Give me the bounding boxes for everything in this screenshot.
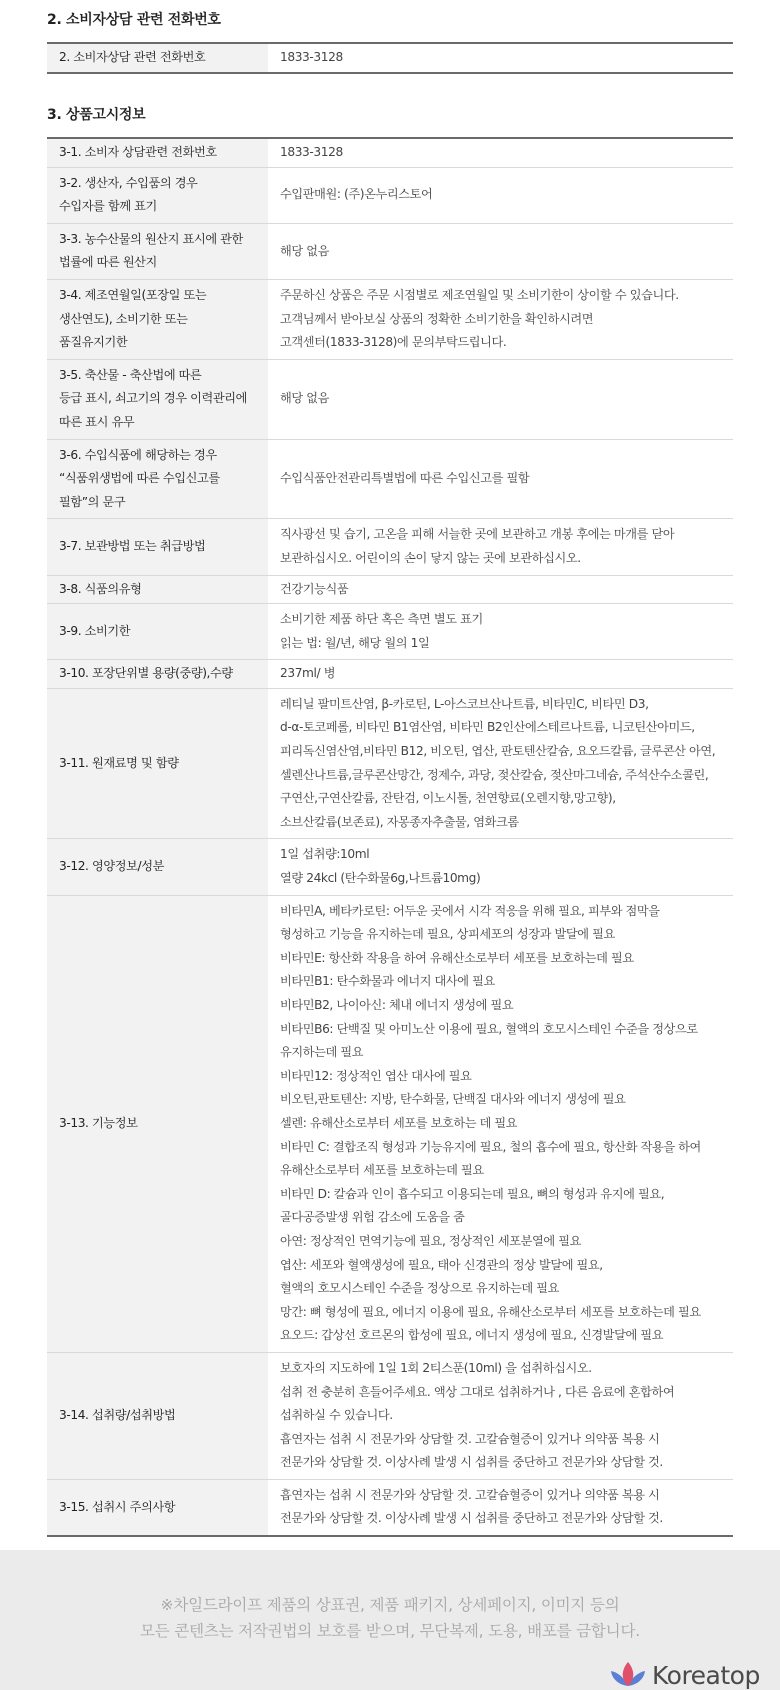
row-value-line: 흡연자는 섭취 시 전문가와 상담할 것. 고칼슘혈증이 있거나 의약품 복용 시: [280, 1487, 660, 1502]
row-value: [268, 223, 733, 279]
row-value-line: 섭취 전 충분히 흔들어주세요. 액상 그대로 섭취하거나 , 다른 음료에 혼합하여: [280, 1384, 675, 1399]
row-label-line: 3-15. 섭취시 주의사항: [59, 1499, 176, 1514]
row-value: [268, 279, 733, 359]
row-value-line: 비타민E: 항산화 작용을 하여 유해산소로부터 세포를 보호하는데 필요: [280, 950, 634, 965]
row-value: [268, 839, 733, 895]
row-label-line: 법률에 따른 원산지: [59, 255, 157, 270]
row-value-line: 비타민 C: 결합조직 형성과 기능유지에 필요, 철의 흡수에 필요, 항산화 작용을 하여: [280, 1139, 701, 1154]
row-value: [268, 688, 733, 839]
row-value-line: 수입판매원: (주)온누리스토어: [280, 187, 433, 202]
table-row: [47, 688, 733, 839]
row-value-line: 비타민 D: 칼슘과 인이 흡수되고 이용되는데 필요, 뼈의 형성과 유지에 필요,: [280, 1186, 665, 1201]
table-row: [47, 223, 733, 279]
row-label-line: 3-8. 식품의유형: [59, 581, 142, 596]
row-value-line: 섭취하실 수 있습니다.: [280, 1408, 393, 1423]
table-row: [47, 1352, 733, 1479]
table-row: [47, 519, 733, 575]
row-label: [47, 688, 268, 839]
row-value-line: 비타민12: 정상적인 엽산 대사에 필요: [280, 1068, 472, 1083]
row-value-line: 1833-3128: [280, 145, 343, 159]
row-value: [268, 1352, 733, 1479]
footer: [0, 1550, 780, 1690]
row-value-line: 비타민B2, 나이아신: 체내 에너지 생성에 필요: [280, 998, 514, 1012]
row-label-line: 3-12. 영양정보/성분: [59, 859, 164, 874]
row-label-line: 수입자를 함께 표기: [59, 199, 157, 214]
row-value-line: 셀렌: 유해산소로부터 세포를 보호하는 데 필요: [280, 1115, 518, 1130]
row-label: [47, 1352, 268, 1479]
table-row: [47, 279, 733, 359]
row-value-line: 건강기능식품: [280, 581, 349, 596]
row-value-line: 비타민A, 베타카로틴: 어두운 곳에서 시각 적응을 위해 필요, 피부와 점막을: [280, 903, 660, 918]
row-label-line: 3-13. 기능정보: [59, 1115, 138, 1130]
row-label: [47, 167, 268, 223]
row-value-line: 아연: 정상적인 면역기능에 필요, 정상적인 세포분열에 필요: [280, 1233, 581, 1248]
row-value-line: 고객님께서 받아보실 상품의 정확한 소비기한을 확인하시려면: [280, 311, 594, 326]
row-value-line: 비오틴,판토텐산: 지방, 탄수화물, 단백질 대사와 에너지 생성에 필요: [280, 1092, 626, 1107]
row-label: [47, 279, 268, 359]
copyright-line: ※차일드라이프 제품의 상표권, 제품 패키지, 상세페이지, 이미지 등의: [160, 1596, 620, 1614]
row-value-line: 고객센터(1833-3128)에 문의부탁드립니다.: [280, 335, 507, 350]
row-value-line: 혈액의 호모시스테인 수준을 정상으로 유지하는데 필요: [280, 1281, 559, 1296]
row-value-line: 비타민B1: 탄수화물과 에너지 대사에 필요: [280, 974, 495, 989]
row-value-line: 요오드: 갑상선 호르몬의 합성에 필요, 에너지 생성에 필요, 신경발달에 필요: [280, 1328, 664, 1343]
row-label-line: 3-2. 생산자, 수입품의 경우: [59, 175, 198, 190]
row-value-line: 수입식품안전관리특별법에 따른 수입신고를 필함: [280, 471, 530, 486]
row-label-line: 2. 소비자상담 관련 전화번호: [59, 50, 206, 64]
row-value-line: 보관하십시오. 어린이의 손이 닿지 않는 곳에 보관하십시오.: [280, 550, 581, 565]
table-row: [47, 439, 733, 519]
row-value-line: d-α-토코페롤, 비타민 B1염산염, 비타민 B2인산에스테르나트륨, 니코틴산아미드,: [280, 720, 695, 735]
row-value-line: 1일 섭취량:10ml: [280, 847, 370, 862]
row-label-line: 3-11. 원재료명 및 함량: [59, 755, 179, 770]
table-row: [47, 138, 733, 167]
row-value: [268, 1479, 733, 1536]
copyright-line: 모든 콘텐츠는 저작권법의 보호를 받으며, 무단복제, 도용, 배포를 금합니다.: [140, 1622, 640, 1640]
row-label-line: “식품위생법에 따른 수입신고를: [59, 471, 220, 486]
row-value-line: 직사광선 및 습기, 고온을 피해 서늘한 곳에 보관하고 개봉 후에는 마개를 닫아: [280, 527, 675, 542]
table-row: [47, 1479, 733, 1536]
row-label-line: 3-5. 축산물 - 축산법에 따른: [59, 367, 202, 382]
table-row: [47, 660, 733, 689]
brand-logo: [609, 1660, 760, 1690]
row-label-line: 품질유지기한: [59, 335, 128, 350]
row-label: [47, 138, 268, 167]
row-value: [268, 43, 733, 73]
row-value: [268, 519, 733, 575]
table-row: [47, 895, 733, 1352]
row-value-line: 소비기한 제품 하단 혹은 측면 별도 표기: [280, 612, 483, 627]
row-value-line: 1833-3128: [280, 50, 343, 64]
lotus-icon: [609, 1660, 647, 1690]
row-value-line: 해당 없음: [280, 243, 329, 258]
row-label-line: 3-7. 보관방법 또는 취급방법: [59, 539, 206, 554]
brand-name: Koreatop: [652, 1660, 760, 1690]
row-value-line: 망간: 뼈 형성에 필요, 에너지 이용에 필요, 유해산소로부터 세포를 보호하는데 필요: [280, 1304, 701, 1319]
row-label: [47, 359, 268, 439]
row-value: [268, 359, 733, 439]
row-value-line: 소브산칼륨(보존료), 자몽종자추출물, 염화크롬: [280, 814, 519, 829]
row-value-line: 형성하고 기능을 유지하는데 필요, 상피세포의 성장과 발달에 필요: [280, 927, 615, 942]
row-value-line: 비타민B6: 단백질 및 아미노산 이용에 필요, 혈액의 호모시스테인 수준을 정상으로: [280, 1021, 698, 1036]
table-row: [47, 359, 733, 439]
row-value-line: 보호자의 지도하에 1일 1회 2티스푼(10ml) 을 섭취하십시오.: [280, 1360, 592, 1375]
row-value-line: 셀렌산나트륨,글루콘산망간, 정제수, 과당, 젖산칼슘, 젖산마그네슘, 주석산수소콜린,: [280, 767, 709, 782]
row-label: [47, 839, 268, 895]
row-label: [47, 604, 268, 660]
row-value: [268, 660, 733, 689]
row-label: [47, 223, 268, 279]
row-label: [47, 575, 268, 604]
row-label: [47, 519, 268, 575]
row-label: [47, 1479, 268, 1536]
row-label-line: 3-3. 농수산물의 원산지 표시에 관한: [59, 231, 243, 246]
row-label-line: 3-14. 섭취량/섭취방법: [59, 1408, 176, 1423]
row-value-line: 주문하신 상품은 주문 시점별로 제조연월일 및 소비기한이 상이할 수 있습니다.: [280, 287, 679, 302]
row-value-line: 읽는 법: 월/년, 해당 월의 1일: [280, 635, 430, 650]
consumer-phone-table: [47, 42, 733, 74]
product-info-table: [47, 137, 733, 1537]
row-label-line: 3-10. 포장단위별 용량(중량),수량: [59, 666, 233, 681]
row-label: [47, 660, 268, 689]
row-value: [268, 167, 733, 223]
copyright-notice: [0, 1592, 780, 1644]
table-row: [47, 839, 733, 895]
row-value-line: 유지하는데 필요: [280, 1045, 364, 1060]
row-value-line: 유해산소로부터 세포를 보호하는데 필요: [280, 1163, 484, 1178]
row-value: [268, 895, 733, 1352]
row-value-line: 열량 24kcl (탄수화물6g,나트륨10mg): [280, 871, 481, 886]
table-row: [47, 167, 733, 223]
row-value-line: 흡연자는 섭취 시 전문가와 상담할 것. 고칼슘혈증이 있거나 의약품 복용 시: [280, 1431, 660, 1446]
row-value-line: 골다공증발생 위험 감소에 도움을 줌: [280, 1210, 465, 1225]
row-value-line: 해당 없음: [280, 391, 329, 406]
row-label: [47, 895, 268, 1352]
row-value-line: 엽산: 세포와 혈액생성에 필요, 태아 신경관의 정상 발달에 필요,: [280, 1257, 603, 1272]
section-title-consumer-phone: 2. 소비자상담 관련 전화번호: [47, 12, 221, 28]
row-value-line: 237ml/ 병: [280, 666, 336, 681]
row-label-line: 따른 표시 유무: [59, 414, 135, 429]
row-value-line: 피리독신염산염,비타민 B12, 비오틴, 엽산, 판토텐산칼슘, 요오드칼륨, 글루콘산 아연,: [280, 744, 716, 759]
row-value-line: 전문가와 상담할 것. 이상사례 발생 시 섭취를 중단하고 전문가와 상담할 것.: [280, 1455, 663, 1470]
table-row: [47, 43, 733, 73]
table-row: [47, 575, 733, 604]
row-value: [268, 575, 733, 604]
section-title-product-info: 3. 상품고시정보: [47, 107, 146, 123]
row-label-line: 생산연도), 소비기한 또는: [59, 311, 188, 326]
row-value: [268, 439, 733, 519]
row-label-line: 3-9. 소비기한: [59, 623, 131, 638]
row-label-line: 필함”의 문구: [59, 494, 126, 509]
row-label-line: 등급 표시, 쇠고기의 경우 이력관리에: [59, 391, 247, 406]
row-label-line: 3-4. 제조연월일(포장일 또는: [59, 287, 207, 302]
row-value-line: 전문가와 상담할 것. 이상사례 발생 시 섭취를 중단하고 전문가와 상담할 것.: [280, 1511, 663, 1526]
row-value-line: 레티닐 팔미트산염, β-카로틴, L-아스코브산나트륨, 비타민C, 비타민 D3,: [280, 696, 649, 711]
row-label: [47, 43, 268, 73]
table-row: [47, 604, 733, 660]
row-label-line: 3-6. 수입식품에 해당하는 경우: [59, 447, 217, 462]
row-label-line: 3-1. 소비자 상담관련 전화번호: [59, 145, 217, 159]
row-value: [268, 604, 733, 660]
row-value: [268, 138, 733, 167]
row-label: [47, 439, 268, 519]
row-value-line: 구연산,구연산칼륨, 잔탄검, 이노시톨, 천연향료(오렌지향,망고향),: [280, 791, 616, 806]
